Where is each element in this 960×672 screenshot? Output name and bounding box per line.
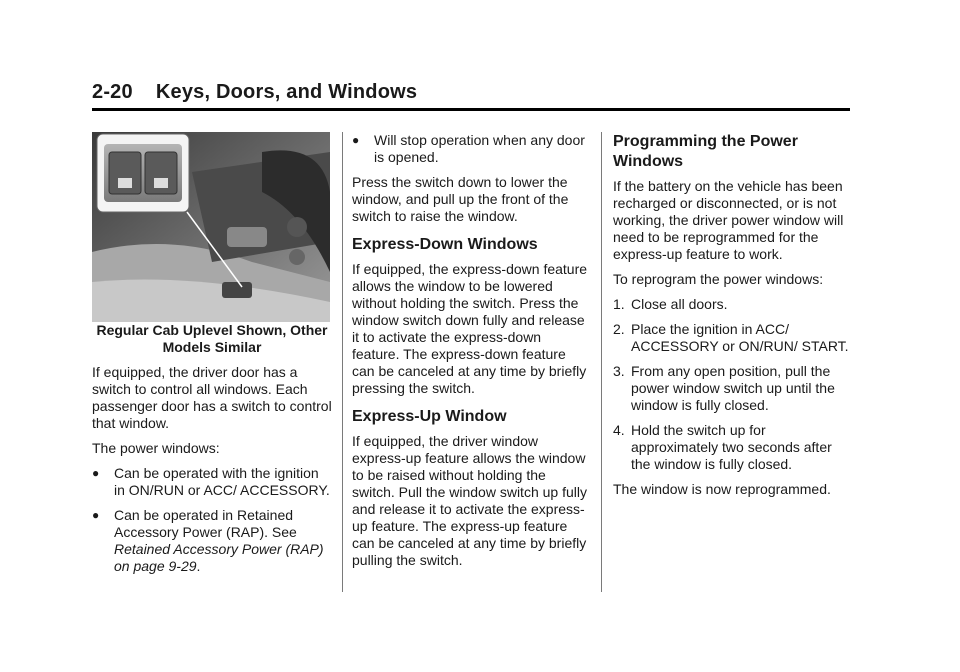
list-intro: The power windows:: [92, 440, 220, 456]
column-1: [92, 132, 332, 583]
bullet-icon: ●: [92, 466, 100, 480]
page-number: 2-20: [92, 81, 133, 103]
step-item: 1. Close all doors.: [613, 296, 728, 312]
column-2: [352, 132, 590, 577]
image-caption: Regular Cab Uplevel Shown, Other Models Similar: [96, 322, 328, 355]
step-item: 2. Place the ignition in ACC/ ACCESSORY or ON/RUN/ START.: [613, 321, 849, 354]
programming-intro: If the battery on the vehicle has been recharged or disconnected, or is not working, the driver power window will need to be reprogrammed for the express-up feature to work.: [613, 178, 844, 262]
bullet-item: ● Can be operated in Retained Accessory Power (RAP). See Retained Accessory Power (RAP) on page 9-29.: [92, 507, 324, 574]
bullet-icon: ●: [352, 133, 360, 147]
express-up-heading: Express-Up Window: [352, 408, 507, 425]
door-switch-photo: [92, 132, 330, 322]
column-divider: [342, 132, 343, 592]
page-header: [92, 80, 852, 104]
express-down-heading: Express-Down Windows: [352, 236, 538, 253]
lower-raise-paragraph: Press the switch down to lower the window, and pull up the front of the switch to raise the window.: [352, 174, 569, 224]
column-3: [613, 132, 853, 506]
page-title: [92, 80, 852, 104]
step-item: 3. From any open position, pull the power window switch up until the window is fully closed.: [613, 363, 835, 413]
express-down-paragraph: If equipped, the express-down feature allows the window to be lowered without holding the switch. Press the window switch down fully and release it to activate the express-down feature. The express-down feature can be canceled at any time by briefly pressing the switch.: [352, 261, 588, 396]
cross-reference-link[interactable]: Retained Accessory Power (RAP) on page 9-29: [114, 541, 324, 574]
section-title: Keys, Doors, and Windows: [155, 81, 418, 103]
express-up-paragraph: If equipped, the driver window express-up feature allows the window to be raised without holding the switch. Pull the window switch up fully and release it to activate the express-up feature. The express-up feature can be canceled at any time by briefly pulling the switch.: [352, 433, 587, 568]
programming-heading: Programming the Power Windows: [613, 133, 798, 170]
bullet-icon: ●: [92, 508, 100, 522]
bullet-item: ● Can be operated with the ignition in ON/RUN or ACC/ ACCESSORY.: [92, 465, 330, 498]
header-rule: [92, 108, 850, 111]
steps-intro: To reprogram the power windows:: [613, 271, 824, 287]
column-divider: [601, 132, 602, 592]
intro-paragraph: If equipped, the driver door has a switch to control all windows. Each passenger door has a switch to control that window.: [92, 364, 332, 431]
bullet-item: ● Will stop operation when any door is opened.: [352, 132, 585, 165]
closing-paragraph: The window is now reprogrammed.: [613, 481, 831, 497]
step-item: 4. Hold the switch up for approximately two seconds after the window is fully closed.: [613, 422, 832, 472]
